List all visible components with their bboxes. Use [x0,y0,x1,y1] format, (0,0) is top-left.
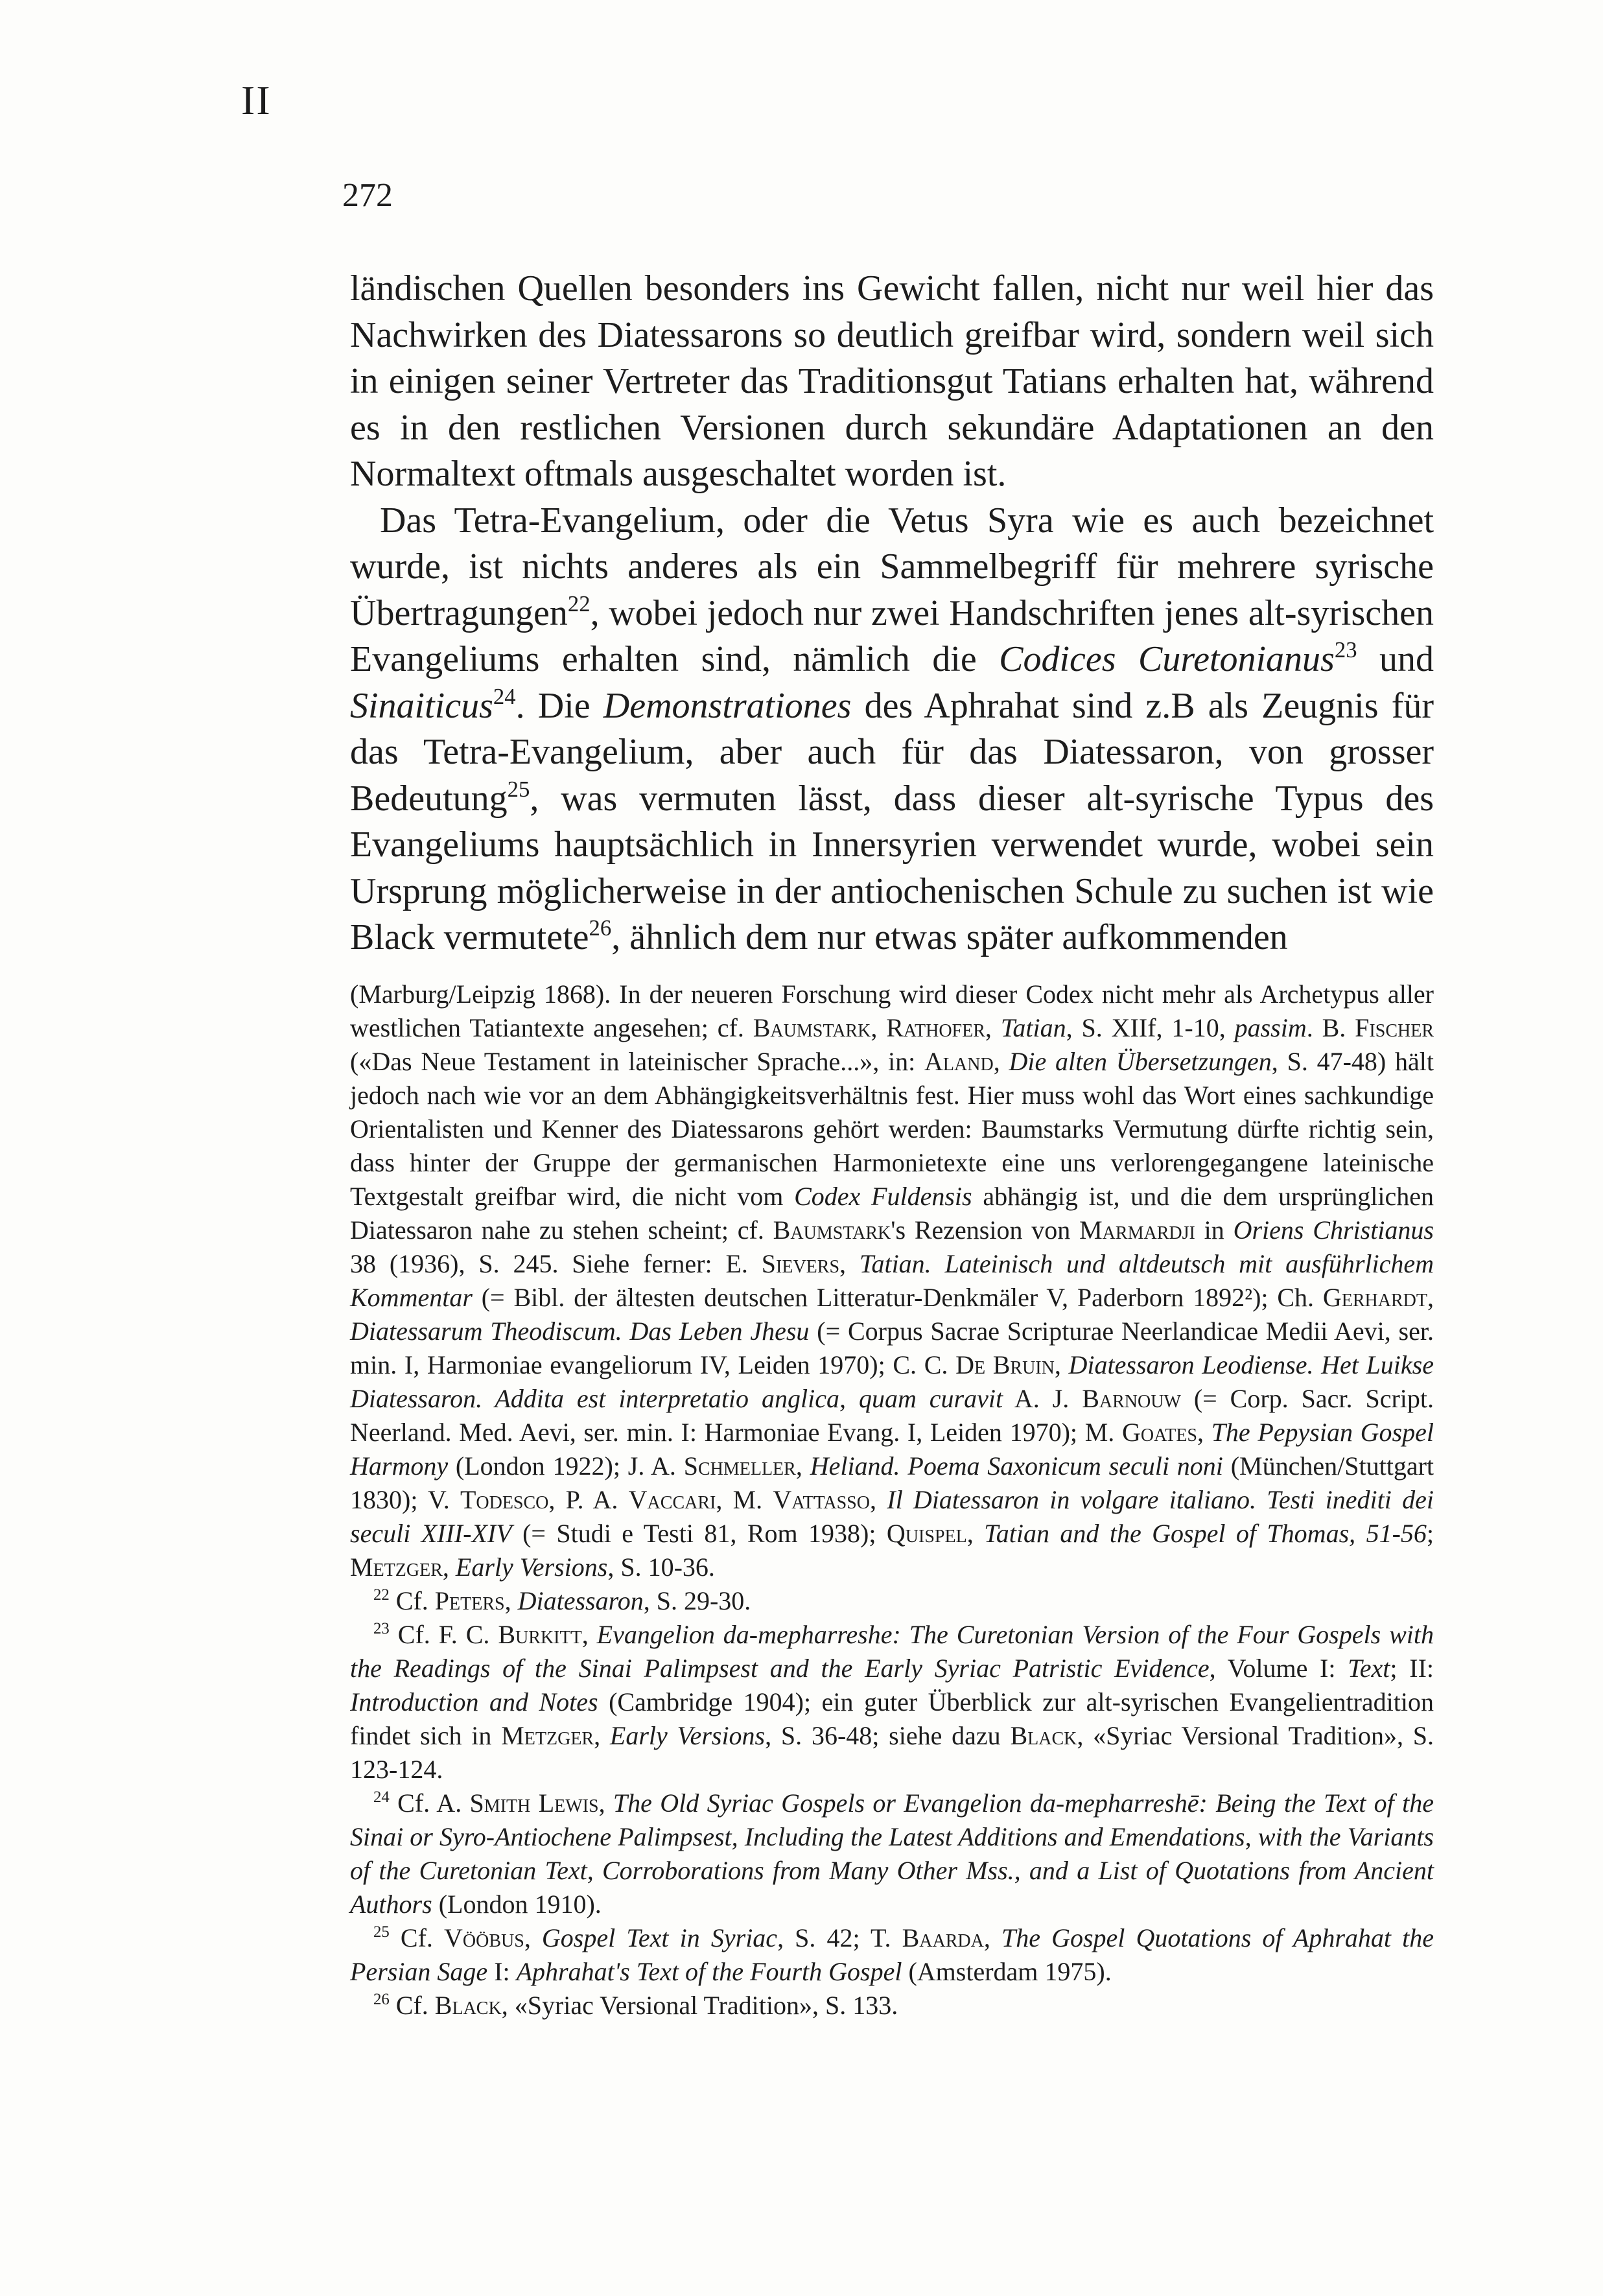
author-name: Smith Lewis [469,1788,599,1818]
author-name: Vaccari [628,1485,716,1514]
text-run: (= Studi e Testi 81, Rom 1938); [511,1519,887,1548]
text-run: , [966,1519,985,1548]
text-run: , S. XIIf, 1-10, [1066,1013,1235,1042]
text-run: (München/Stuttgart 1830); V. [350,1451,1434,1514]
italic-title: Text [1348,1654,1390,1683]
text-run: abhängig ist, und die dem ursprünglichen Diatessaron nahe zu stehen scheint; cf. [350,1182,1434,1245]
text-run: Cf. [389,1923,445,1952]
footnote-ref-24[interactable]: 24 [493,683,516,709]
text-run: (= Corp. Sacr. Script. Neerland. Med. Aevi, ser. min. I: Harmoniae Evang. I, Leiden 1970); M. [350,1384,1434,1447]
author-name: Barnouw [1082,1384,1181,1413]
footnote-24 [350,1786,1434,1921]
text-run: («Das Neue Testament in lateinischer Sprache...», in: [350,1047,925,1076]
text-run: (London 1910). [432,1890,602,1919]
author-name: Fischer [1355,1013,1434,1042]
author-name: Marmardji [1079,1215,1195,1245]
text-run: (Amsterdam 1975). [902,1957,1112,1986]
text-run: , [598,1788,613,1818]
text-run: , ähnlich dem nur etwas später aufkommenden [611,917,1288,957]
italic-title: Early Versions [609,1721,766,1750]
text-run: A. J. [1003,1384,1082,1413]
paragraph-1: ländischen Quellen besonders ins Gewicht fallen, nicht nur weil hier das Nachwirken des Diatessarons so deutlich greifbar wird, sondern weil sich in einigen seiner Vertreter das Traditionsgut Tatians erhalten hat, während es in den restlichen Versionen durch sekundäre Adaptationen an den Normaltext oftmals ausgeschaltet worden ist. [350,268,1434,494]
footnote-number: 25 [373,1923,390,1941]
text-run: , was vermuten lässt, dass dieser alt-syrische Typus des Evangeliums hauptsächlich in Innersyrien verwendet wurde, wobei sein Ursprung möglicherweise in der antiochenischen Schule zu suchen ist wie Black vermutete [350,778,1434,957]
text-run: , wobei jedoch nur zwei Handschriften jenes alt-syrischen Evangeliums erhalten sind, nämlich die [350,592,1434,679]
italic-title: Codex Fuldensis [794,1182,972,1211]
footnote-25 [350,1921,1434,1989]
footnote-ref-25[interactable]: 25 [507,776,530,802]
footnote-ref-23[interactable]: 23 [1334,637,1357,663]
text-run: ; II: [1390,1654,1434,1683]
italic-title: Introduction and Notes [350,1687,598,1716]
text-run: , [839,1249,860,1278]
text-run: , [504,1586,518,1615]
text-run: , S. 47-48) hält jedoch nach wie vor an dem Abhängigkeitsverhältnis fest. Hier muss wohl das Wort eines sachkundige Orientalisten und Kenner des Diatessarons gehört werden: Baumstarks Vermutung dürfte richtig sein, dass hinter der Gruppe der germanischen Harmonietexte eine uns verlorengegangene lateinische Textgestalt greifbar wird, die nicht vom [350,1047,1434,1211]
author-name: Baarda [902,1923,984,1952]
text-run: Cf. [389,1586,435,1615]
text-run: (= Corpus Sacrae Scripturae Neerlandicae Medii Aevi, ser. min. I, Harmoniae evangeliorum IV, Leiden 1970); C. C. [350,1317,1434,1379]
footnote-ref-22[interactable]: 22 [567,591,591,616]
author-name: Baumstark [773,1215,891,1245]
text-run: (London 1922); J. A. [448,1451,684,1481]
italic-title: Il Diatessaron in volgare italiano. Testi inediti dei seculi XIII-XIV [350,1485,1434,1548]
author-name: Quispel [886,1519,967,1548]
author-name: De Bruin [955,1350,1055,1379]
italic-title: The Old Syriac Gospels or Evangelion da-mepharreshē: Being the Text of the Sinai or Syro-Antiochene Palimpsest, Including the Latest Additions and Emendations, with the Variants of the Curetonian Text, Corroborations from Many Other Mss., and a List of Quotations from Ancient Authors [350,1788,1434,1919]
text-run: , «Syriac Versional Tradition», S. 133. [501,1991,898,2020]
italic-title: Aphrahat's Text of the Fourth Gospel [516,1957,902,1986]
text-run: (Marburg/Leipzig 1868). In der neueren Forschung wird dieser Codex nicht mehr als Archetypus aller westlichen Tatiantexte angesehen; cf. [350,979,1434,1042]
text-run: , S. 36-48; siehe dazu [765,1721,1011,1750]
text-run: , [1054,1350,1069,1379]
author-name: Vööbus [444,1923,524,1952]
text-run: 's Rezension von [891,1215,1080,1245]
italic-title: Die alten Übersetzungen [1009,1047,1272,1076]
footnotes [350,978,1434,2022]
author-name: Peters [434,1586,505,1615]
text-run: , [524,1923,542,1952]
italic-title: Codices Curetonianus [999,639,1335,679]
text-run: , [1427,1283,1434,1312]
author-name: Sievers [761,1249,840,1278]
text-run: , [983,1923,1001,1952]
text-run: , [442,1552,456,1582]
text-run: , «Syriac Versional Tradition», S. 123-124. [350,1721,1434,1784]
text-run: , [871,1013,887,1042]
text-run: , S. 29-30. [643,1586,751,1615]
text-run: , Volume I: [1209,1654,1348,1683]
italic-title: Diatessaron [517,1586,644,1615]
footnote-ref-26[interactable]: 26 [589,915,612,941]
text-run: , M. [716,1485,773,1514]
text-run: in [1195,1215,1234,1245]
italic-title: The Gospel Quotations of Aphrahat the Persian Sage [350,1923,1434,1986]
main-text [350,266,1434,961]
paragraph-2 [350,498,1434,961]
author-name: Black [434,1991,502,2020]
text-run: , [993,1047,1009,1076]
italic-title: Tatian [1000,1013,1066,1042]
author-name: Todesco [460,1485,549,1514]
author-name: Vattasso [773,1485,870,1514]
text-run: , [581,1620,597,1649]
author-name: Black [1010,1721,1077,1750]
italic-title: Demonstrationes [603,685,852,726]
italic-title: Oriens Christianus [1233,1215,1434,1245]
text-run: I: [487,1957,517,1986]
text-run: Cf. [389,1991,435,2020]
author-name: Goates [1121,1418,1197,1447]
footnote-number: 22 [373,1586,390,1604]
author-name: Schmeller [683,1451,796,1481]
part-label: II [241,77,272,123]
text-run: . B. [1306,1013,1355,1042]
text-run: . Die [515,685,603,726]
text-run: , P. A. [548,1485,629,1514]
footnote-number: 26 [373,1991,390,2009]
footnote-number: 23 [373,1620,390,1638]
italic-title: The Pepysian Gospel Harmony [350,1418,1434,1481]
text-run: , [795,1451,810,1481]
author-name: Metzger [350,1552,443,1582]
page-number: 272 [342,177,393,214]
text-run: 38 (1936), S. 245. Siehe ferner: E. [350,1249,762,1278]
italic-title: Sinaiticus [350,685,493,726]
italic-title: Diatessaron Leodiense. Het Luikse Diatessaron. Addita est interpretatio anglica, quam curavit [350,1350,1434,1413]
italic-title: Tatian and the Gospel of Thomas, 51-56 [984,1519,1427,1548]
text-run: , [594,1721,610,1750]
footnote-number: 24 [373,1788,390,1807]
author-name: Baumstark [753,1013,871,1042]
text-run: , [869,1485,887,1514]
italic-title: passim [1234,1013,1307,1042]
author-name: Burkitt [498,1620,582,1649]
author-name: Rathofer [886,1013,985,1042]
text-run: , S. 10-36. [607,1552,715,1582]
italic-title: Early Versions [455,1552,608,1582]
text-run: Cf. A. [389,1788,470,1818]
text-run: des Aphrahat sind z.B als Zeugnis für das Tetra-Evangelium, aber auch für das Diatessaron, von grosser Bedeutung [350,685,1434,819]
text-run: , [985,1013,1001,1042]
footnote-continuation [350,978,1434,1584]
author-name: Aland [924,1047,994,1076]
italic-title: Heliand. Poema Saxonicum seculi noni [810,1451,1223,1481]
italic-title: Diatessarum Theodiscum. Das Leben Jhesu [350,1317,810,1346]
text-run: und [1357,639,1434,679]
italic-title: Tatian. Lateinisch und altdeutsch mit ausführlichem Kommentar [350,1249,1434,1312]
text-run: (Cambridge 1904); ein guter Überblick zur alt-syrischen Evangelientradition findet sich in [350,1687,1434,1750]
footnote-23 [350,1618,1434,1786]
author-name: Gerhardt [1322,1283,1427,1312]
footnote-26 [350,1989,1434,2022]
footnote-22 [350,1584,1434,1618]
italic-title: Evangelion da-mepharreshe: The Curetonian Version of the Four Gospels with the Readings of the Sinai Palimpsest and the Early Syriac Patristic Evidence [350,1620,1434,1683]
text-run: Cf. F. C. [389,1620,498,1649]
italic-title: Gospel Text in Syriac [541,1923,778,1952]
author-name: Metzger [501,1721,594,1750]
text-run: , S. 42; T. [777,1923,902,1952]
text-run: , [1197,1418,1211,1447]
text-run: ; [1426,1519,1434,1548]
text-run: Das Tetra-Evangelium, oder die Vetus Syra wie es auch bezeichnet wurde, ist nichts anderes als ein Sammelbegriff für mehrere syrische Übertragungen [350,500,1434,633]
text-run: (= Bibl. der ältesten deutschen Litteratur-Denkmäler V, Paderborn 1892²); Ch. [472,1283,1323,1312]
